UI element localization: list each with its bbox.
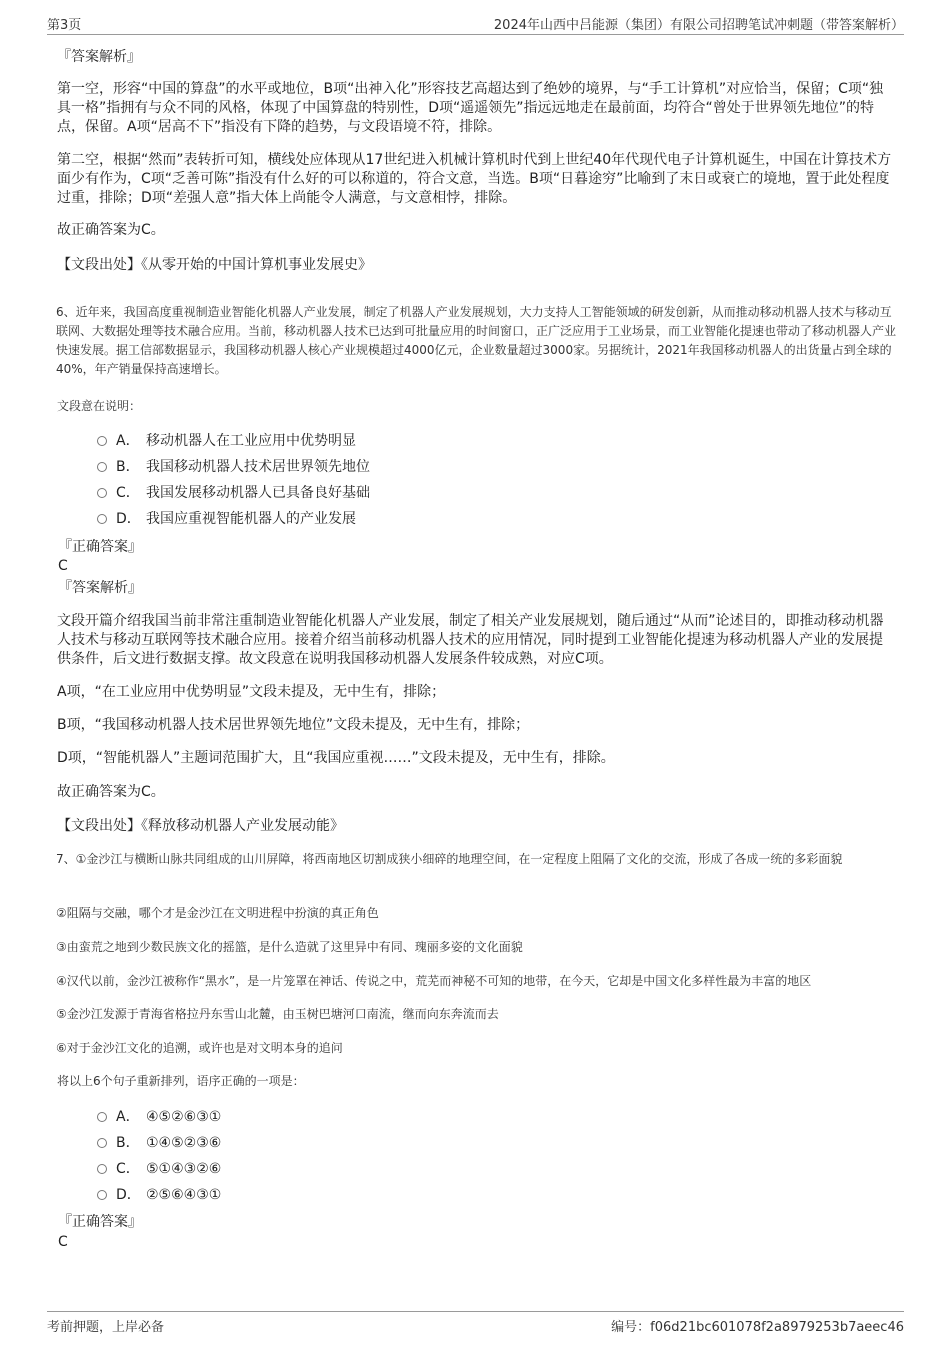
radio-icon[interactable] (97, 436, 107, 446)
q6-option-d[interactable]: D． 我国应重视智能机器人的产业发展 (97, 510, 356, 529)
q6-note-b: B项，“我国移动机器人技术居世界领先地位”文段未提及，无中生有，排除； (57, 717, 530, 733)
q6-stem: 6、近年来，我国高度重视制造业智能化机器人产业发展，制定了机器人产业发展规划，大力支持人工智能领域的研发创新，从而推动移动机器人技术与移动互联网、大数据处理等技术融合应用。当前，移动机器人技术已达到可批量应用的时间窗口，正广泛应用于工业场景，而工业智能化提速也带动了移动机器人产业快速发展。据工信部数据显示，我国移动机器人核心产业规模超过4000亿元，企业数量超过3000家。另据统计，2021年我国移动机器人的出货量占到全球的40%，年产销量保持高速增长。 (56, 305, 897, 376)
q6-prompt: 文段意在说明： (57, 399, 142, 413)
q7-correct-label: 『正确答案』 (58, 1214, 142, 1230)
q7-sentence-5: ⑤金沙江发源于青海省格拉丹东雪山北麓，由玉树巴塘河口南流，继而向东奔流而去 (56, 1007, 499, 1021)
q7-option-d[interactable]: D． ②⑤⑥④③① (97, 1186, 221, 1205)
q7-option-c[interactable]: C． ⑤①④③②⑥ (97, 1160, 221, 1179)
radio-icon[interactable] (97, 514, 107, 524)
q7-option-a[interactable]: A． ④⑤②⑥③① (97, 1108, 221, 1127)
q7-sentence-2: ②阻隔与交融，哪个才是金沙江在文明进程中扮演的真正角色 (56, 906, 379, 920)
q7-sentence-6: ⑥对于金沙江文化的追溯，或许也是对文明本身的追问 (56, 1041, 343, 1055)
document-title: 2024年山西中吕能源（集团）有限公司招聘笔试冲刺题（带答案解析） (493, 18, 904, 33)
q6-analysis-label: 『答案解析』 (58, 580, 142, 596)
q5-source: 【文段出处】《从零开始的中国计算机事业发展史》 (57, 257, 372, 273)
q6-option-b[interactable]: B． 我国移动机器人技术居世界领先地位 (97, 458, 370, 477)
q6-conclusion: 故正确答案为C。 (57, 784, 165, 800)
q7-sentence-3: ③由蛮荒之地到少数民族文化的摇篮，是什么造就了这里异中有同、瑰丽多姿的文化面貌 (56, 940, 523, 954)
q5-analysis-para2: 第二空，根据“然而”表转折可知，横线处应体现从17世纪进入机械计算机时代到上世纪40年代现代电子计算机诞生，中国在计算技术方面少有作为，C项“乏善可陈”指没有什么好的可以称道的，符合文意，当选。B项“日暮途穷”比喻到了末日或衰亡的境地，置于此处程度过重，排除；D项“差强人意”指大体上尚能令人满意，与文意相悖，排除。 (57, 152, 892, 206)
q6-correct-answer: C (58, 558, 68, 574)
q5-conclusion: 故正确答案为C。 (57, 222, 165, 238)
q5-analysis-para1: 第一空，形容“中国的算盘”的水平或地位，B项“出神入化”形容技艺高超达到了绝妙的境界，与“手工计算机”对应恰当，保留；C项“独具一格”指拥有与众不同的风格，体现了中国算盘的特别性，D项“遥遥领先”指远远地走在最前面，均符合“曾处于世界领先地位”的特点，保留。A项“居高不下”指没有下降的趋势，与文段语境不符，排除。 (57, 81, 884, 135)
q7-prompt: 将以上6个句子重新排列，语序正确的一项是： (57, 1074, 305, 1088)
q5-analysis-label: 『答案解析』 (57, 49, 141, 65)
q7-correct-answer: C (58, 1234, 68, 1250)
page-footer (47, 1311, 904, 1334)
q6-note-d: D项，“智能机器人”主题词范围扩大，且“我国应重视……”文段未提及，无中生有，排除。 (57, 750, 615, 766)
page-header (47, 14, 904, 35)
q7-option-b[interactable]: B． ①④⑤②③⑥ (97, 1134, 221, 1153)
q6-note-a: A项，“在工业应用中优势明显”文段未提及，无中生有，排除； (57, 684, 446, 700)
footer-slogan: 考前押题，上岸必备 (47, 1320, 165, 1335)
q6-analysis: 文段开篇介绍我国当前非常注重制造业智能化机器人产业发展，制定了相关产业发展规划，随后通过“从而”论述目的，即推动移动机器人技术与移动互联网等技术融合应用。接着介绍当前移动机器人技术的应用情况，同时提到工业智能化提速为移动机器人产业的发展提供条件，后文进行数据支撑。故文段意在说明我国移动机器人发展条件较成熟，对应C项。 (57, 613, 884, 667)
q6-option-c[interactable]: C． 我国发展移动机器人已具备良好基础 (97, 484, 370, 503)
document-id: 编号：f06d21bc601078f2a8979253b7aeec46 (611, 1320, 904, 1335)
radio-icon[interactable] (97, 1190, 107, 1200)
radio-icon[interactable] (97, 1112, 107, 1122)
q7-sentence-1: 7、①金沙江与横断山脉共同组成的山川屏障，将西南地区切割成狭小细碎的地理空间，在一定程度上阻隔了文化的交流，形成了各成一统的多彩面貌 (56, 852, 843, 866)
radio-icon[interactable] (97, 1138, 107, 1148)
q6-correct-label: 『正确答案』 (58, 539, 142, 555)
radio-icon[interactable] (97, 1164, 107, 1174)
radio-icon[interactable] (97, 488, 107, 498)
q6-option-a[interactable]: A． 移动机器人在工业应用中优势明显 (97, 432, 356, 451)
q6-source: 【文段出处】《释放移动机器人产业发展动能》 (57, 818, 344, 834)
page-number: 第3页 (47, 18, 82, 33)
radio-icon[interactable] (97, 462, 107, 472)
q7-sentence-4: ④汉代以前，金沙江被称作“黑水”，是一片笼罩在神话、传说之中，荒芜而神秘不可知的地带，在今天，它却是中国文化多样性最为丰富的地区 (56, 974, 812, 988)
